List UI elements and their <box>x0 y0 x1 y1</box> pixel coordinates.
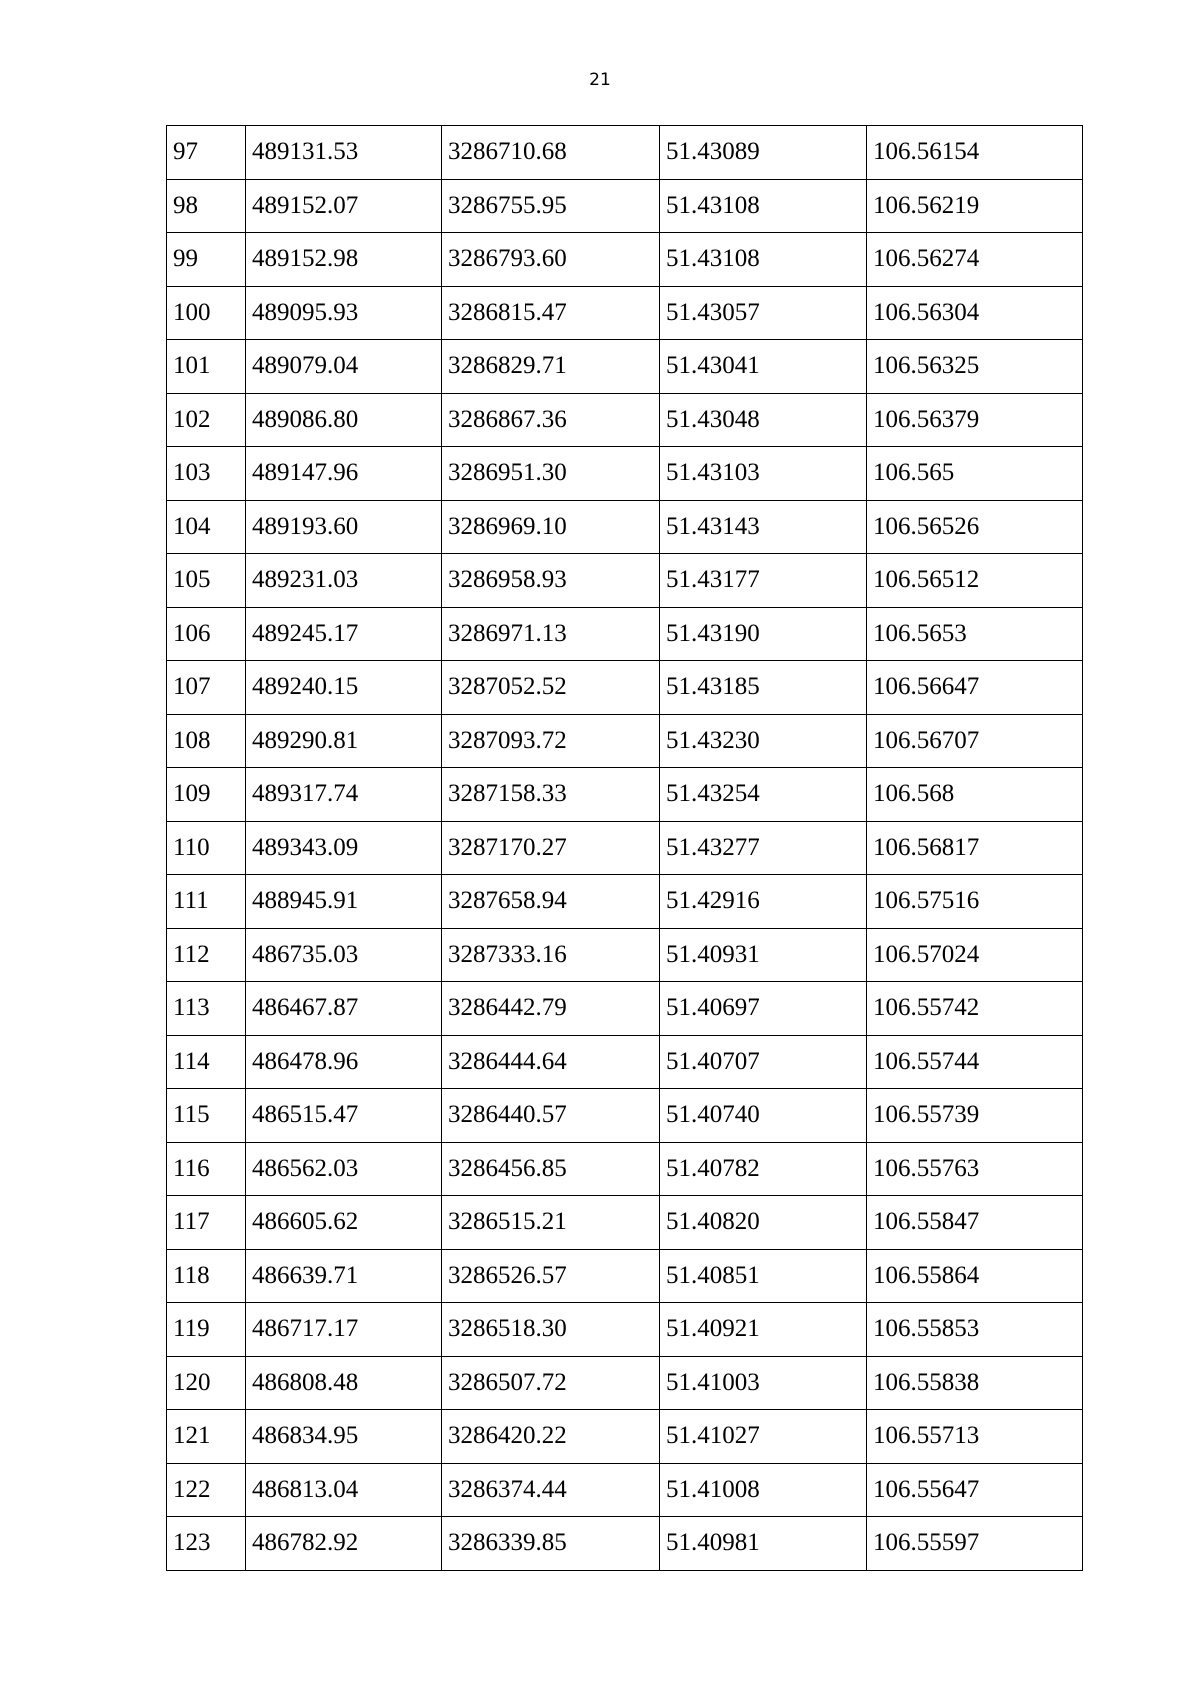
y-coordinate-cell: 3286374.44 <box>442 1463 660 1517</box>
longitude-cell: 106.55864 <box>867 1249 1083 1303</box>
x-coordinate-cell: 486605.62 <box>246 1196 442 1250</box>
longitude-cell: 106.56274 <box>867 233 1083 287</box>
longitude-cell: 106.56325 <box>867 340 1083 394</box>
table-row <box>167 1142 1083 1196</box>
y-coordinate-cell: 3286867.36 <box>442 393 660 447</box>
y-coordinate-cell: 3286829.71 <box>442 340 660 394</box>
coordinates-table <box>166 125 1083 1571</box>
table-row <box>167 500 1083 554</box>
latitude-cell: 51.40921 <box>660 1303 867 1357</box>
table-row <box>167 126 1083 180</box>
x-coordinate-cell: 489079.04 <box>246 340 442 394</box>
x-coordinate-cell: 486562.03 <box>246 1142 442 1196</box>
longitude-cell: 106.55713 <box>867 1410 1083 1464</box>
point-number-cell: 102 <box>167 393 246 447</box>
longitude-cell: 106.55847 <box>867 1196 1083 1250</box>
y-coordinate-cell: 3286444.64 <box>442 1035 660 1089</box>
x-coordinate-cell: 489147.96 <box>246 447 442 501</box>
latitude-cell: 51.43041 <box>660 340 867 394</box>
x-coordinate-cell: 489240.15 <box>246 661 442 715</box>
latitude-cell: 51.40820 <box>660 1196 867 1250</box>
point-number-cell: 98 <box>167 179 246 233</box>
table-row <box>167 393 1083 447</box>
table-row <box>167 447 1083 501</box>
point-number-cell: 121 <box>167 1410 246 1464</box>
x-coordinate-cell: 489231.03 <box>246 554 442 608</box>
longitude-cell: 106.57024 <box>867 928 1083 982</box>
longitude-cell: 106.55744 <box>867 1035 1083 1089</box>
point-number-cell: 120 <box>167 1356 246 1410</box>
x-coordinate-cell: 489152.98 <box>246 233 442 287</box>
table-row <box>167 1249 1083 1303</box>
point-number-cell: 115 <box>167 1089 246 1143</box>
y-coordinate-cell: 3286793.60 <box>442 233 660 287</box>
longitude-cell: 106.56526 <box>867 500 1083 554</box>
longitude-cell: 106.56219 <box>867 179 1083 233</box>
x-coordinate-cell: 488945.91 <box>246 875 442 929</box>
table-row <box>167 286 1083 340</box>
x-coordinate-cell: 489317.74 <box>246 768 442 822</box>
x-coordinate-cell: 489290.81 <box>246 714 442 768</box>
longitude-cell: 106.57516 <box>867 875 1083 929</box>
longitude-cell: 106.56379 <box>867 393 1083 447</box>
x-coordinate-cell: 489343.09 <box>246 821 442 875</box>
point-number-cell: 113 <box>167 982 246 1036</box>
x-coordinate-cell: 489086.80 <box>246 393 442 447</box>
point-number-cell: 101 <box>167 340 246 394</box>
point-number-cell: 119 <box>167 1303 246 1357</box>
y-coordinate-cell: 3286515.21 <box>442 1196 660 1250</box>
table-row <box>167 768 1083 822</box>
y-coordinate-cell: 3286951.30 <box>442 447 660 501</box>
latitude-cell: 51.43277 <box>660 821 867 875</box>
latitude-cell: 51.42916 <box>660 875 867 929</box>
point-number-cell: 108 <box>167 714 246 768</box>
latitude-cell: 51.43143 <box>660 500 867 554</box>
latitude-cell: 51.40981 <box>660 1517 867 1571</box>
latitude-cell: 51.43089 <box>660 126 867 180</box>
latitude-cell: 51.43185 <box>660 661 867 715</box>
point-number-cell: 99 <box>167 233 246 287</box>
y-coordinate-cell: 3286971.13 <box>442 607 660 661</box>
y-coordinate-cell: 3286442.79 <box>442 982 660 1036</box>
point-number-cell: 112 <box>167 928 246 982</box>
table-row <box>167 982 1083 1036</box>
table-row <box>167 1035 1083 1089</box>
table-row <box>167 554 1083 608</box>
y-coordinate-cell: 3286969.10 <box>442 500 660 554</box>
table-row <box>167 179 1083 233</box>
x-coordinate-cell: 486639.71 <box>246 1249 442 1303</box>
x-coordinate-cell: 489193.60 <box>246 500 442 554</box>
point-number-cell: 109 <box>167 768 246 822</box>
y-coordinate-cell: 3286815.47 <box>442 286 660 340</box>
coordinates-table-body <box>167 126 1083 1571</box>
page-number: 21 <box>589 70 611 90</box>
table-row <box>167 1196 1083 1250</box>
y-coordinate-cell: 3286710.68 <box>442 126 660 180</box>
table-row <box>167 233 1083 287</box>
y-coordinate-cell: 3287158.33 <box>442 768 660 822</box>
y-coordinate-cell: 3287093.72 <box>442 714 660 768</box>
table-row <box>167 1410 1083 1464</box>
x-coordinate-cell: 489131.53 <box>246 126 442 180</box>
point-number-cell: 97 <box>167 126 246 180</box>
point-number-cell: 122 <box>167 1463 246 1517</box>
point-number-cell: 100 <box>167 286 246 340</box>
x-coordinate-cell: 489095.93 <box>246 286 442 340</box>
y-coordinate-cell: 3287333.16 <box>442 928 660 982</box>
table-row <box>167 1303 1083 1357</box>
latitude-cell: 51.43108 <box>660 179 867 233</box>
point-number-cell: 104 <box>167 500 246 554</box>
y-coordinate-cell: 3286420.22 <box>442 1410 660 1464</box>
latitude-cell: 51.43177 <box>660 554 867 608</box>
latitude-cell: 51.40931 <box>660 928 867 982</box>
latitude-cell: 51.43108 <box>660 233 867 287</box>
latitude-cell: 51.41027 <box>660 1410 867 1464</box>
latitude-cell: 51.41008 <box>660 1463 867 1517</box>
point-number-cell: 114 <box>167 1035 246 1089</box>
latitude-cell: 51.43103 <box>660 447 867 501</box>
x-coordinate-cell: 486808.48 <box>246 1356 442 1410</box>
latitude-cell: 51.40697 <box>660 982 867 1036</box>
x-coordinate-cell: 489245.17 <box>246 607 442 661</box>
x-coordinate-cell: 486515.47 <box>246 1089 442 1143</box>
y-coordinate-cell: 3286339.85 <box>442 1517 660 1571</box>
table-row <box>167 928 1083 982</box>
y-coordinate-cell: 3286518.30 <box>442 1303 660 1357</box>
y-coordinate-cell: 3287170.27 <box>442 821 660 875</box>
x-coordinate-cell: 486717.17 <box>246 1303 442 1357</box>
longitude-cell: 106.55763 <box>867 1142 1083 1196</box>
point-number-cell: 106 <box>167 607 246 661</box>
table-row <box>167 1089 1083 1143</box>
point-number-cell: 107 <box>167 661 246 715</box>
x-coordinate-cell: 486735.03 <box>246 928 442 982</box>
longitude-cell: 106.56707 <box>867 714 1083 768</box>
table-row <box>167 821 1083 875</box>
y-coordinate-cell: 3287052.52 <box>442 661 660 715</box>
longitude-cell: 106.55739 <box>867 1089 1083 1143</box>
x-coordinate-cell: 486467.87 <box>246 982 442 1036</box>
x-coordinate-cell: 486813.04 <box>246 1463 442 1517</box>
latitude-cell: 51.43254 <box>660 768 867 822</box>
longitude-cell: 106.56512 <box>867 554 1083 608</box>
y-coordinate-cell: 3286958.93 <box>442 554 660 608</box>
point-number-cell: 105 <box>167 554 246 608</box>
longitude-cell: 106.55647 <box>867 1463 1083 1517</box>
longitude-cell: 106.56154 <box>867 126 1083 180</box>
x-coordinate-cell: 486834.95 <box>246 1410 442 1464</box>
x-coordinate-cell: 486478.96 <box>246 1035 442 1089</box>
longitude-cell: 106.55742 <box>867 982 1083 1036</box>
y-coordinate-cell: 3287658.94 <box>442 875 660 929</box>
longitude-cell: 106.55853 <box>867 1303 1083 1357</box>
table-row <box>167 714 1083 768</box>
latitude-cell: 51.43048 <box>660 393 867 447</box>
table-row <box>167 1356 1083 1410</box>
table-row <box>167 1517 1083 1571</box>
y-coordinate-cell: 3286526.57 <box>442 1249 660 1303</box>
table-row <box>167 1463 1083 1517</box>
y-coordinate-cell: 3286456.85 <box>442 1142 660 1196</box>
longitude-cell: 106.55838 <box>867 1356 1083 1410</box>
latitude-cell: 51.40851 <box>660 1249 867 1303</box>
longitude-cell: 106.56647 <box>867 661 1083 715</box>
point-number-cell: 110 <box>167 821 246 875</box>
point-number-cell: 111 <box>167 875 246 929</box>
table-row <box>167 661 1083 715</box>
latitude-cell: 51.40707 <box>660 1035 867 1089</box>
x-coordinate-cell: 486782.92 <box>246 1517 442 1571</box>
point-number-cell: 116 <box>167 1142 246 1196</box>
point-number-cell: 103 <box>167 447 246 501</box>
latitude-cell: 51.43057 <box>660 286 867 340</box>
latitude-cell: 51.43190 <box>660 607 867 661</box>
table-row <box>167 875 1083 929</box>
x-coordinate-cell: 489152.07 <box>246 179 442 233</box>
longitude-cell: 106.568 <box>867 768 1083 822</box>
point-number-cell: 123 <box>167 1517 246 1571</box>
table-row <box>167 340 1083 394</box>
table-row <box>167 607 1083 661</box>
longitude-cell: 106.56817 <box>867 821 1083 875</box>
point-number-cell: 118 <box>167 1249 246 1303</box>
y-coordinate-cell: 3286440.57 <box>442 1089 660 1143</box>
latitude-cell: 51.40782 <box>660 1142 867 1196</box>
longitude-cell: 106.56304 <box>867 286 1083 340</box>
latitude-cell: 51.43230 <box>660 714 867 768</box>
y-coordinate-cell: 3286507.72 <box>442 1356 660 1410</box>
longitude-cell: 106.55597 <box>867 1517 1083 1571</box>
y-coordinate-cell: 3286755.95 <box>442 179 660 233</box>
point-number-cell: 117 <box>167 1196 246 1250</box>
latitude-cell: 51.40740 <box>660 1089 867 1143</box>
longitude-cell: 106.5653 <box>867 607 1083 661</box>
latitude-cell: 51.41003 <box>660 1356 867 1410</box>
longitude-cell: 106.565 <box>867 447 1083 501</box>
